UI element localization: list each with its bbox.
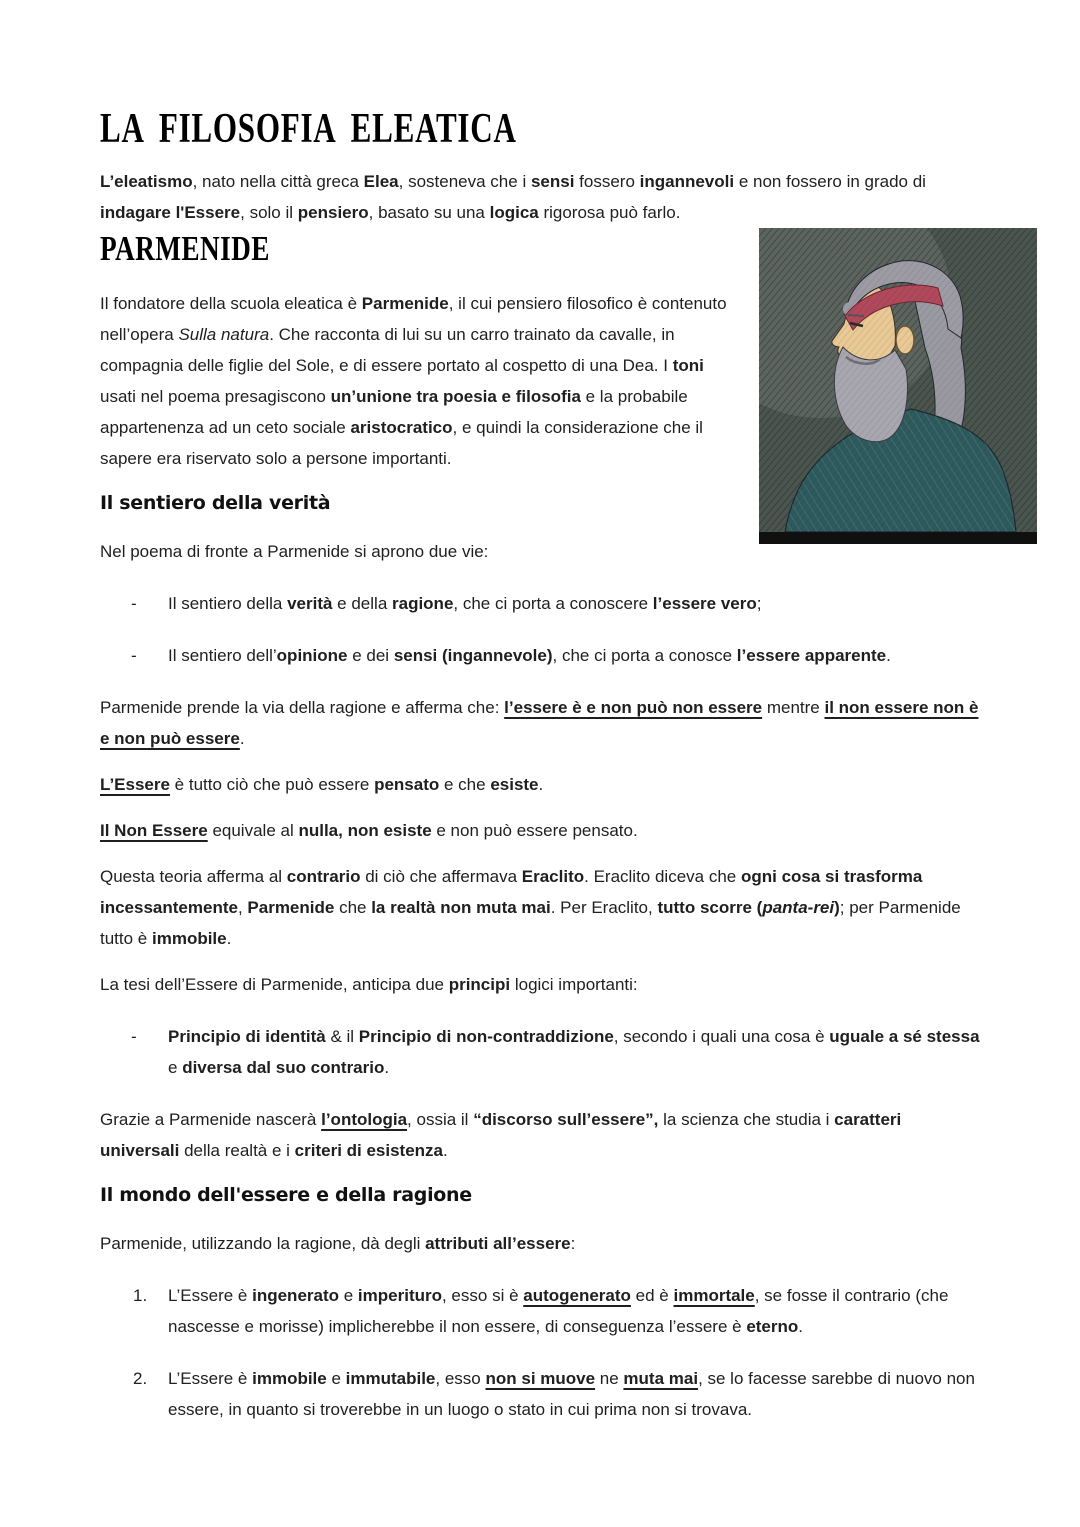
attributi-list bbox=[100, 1280, 980, 1425]
principi-list bbox=[100, 1021, 980, 1083]
list-item-sentiero-opinione bbox=[100, 640, 980, 671]
ontologia-paragraph: Grazie a Parmenide nascerà l’ontologia, ossia il “discorso sull’essere”, la scienza che studia i caratteri universali della realtà e i criteri di esistenza. bbox=[100, 1110, 902, 1160]
attributi-intro-paragraph: Parmenide, utilizzando la ragione, dà degli attributi all’essere: bbox=[100, 1234, 576, 1253]
tesi-paragraph: La tesi dell’Essere di Parmenide, anticipa due principi logici importanti: bbox=[100, 975, 638, 994]
engraving-texture-overlay bbox=[759, 228, 1037, 532]
parmenide-portrait-image bbox=[759, 228, 1037, 544]
essere-definition-paragraph: L’Essere è tutto ciò che può essere pensato e che esiste. bbox=[100, 775, 544, 794]
dash-marker: - bbox=[131, 594, 137, 613]
list-item-text: Principio di identità & il Principio di non-contraddizione, secondo i quali una cosa è uguale a sé stessa e diversa dal suo contrario. bbox=[168, 1027, 980, 1077]
list-item-text: Il sentiero della verità e della ragione, che ci porta a conoscere l’essere vero; bbox=[168, 594, 762, 613]
list-item-sentiero-verita bbox=[100, 588, 980, 619]
list-item-text: L’Essere è immobile e immutabile, esso non si muove ne muta mai, se lo facesse sarebbe di nuovo non essere, in quanto si troverebbe in un luogo o stato in cui prima non si trovava. bbox=[168, 1369, 975, 1419]
number-marker: 2. bbox=[133, 1369, 148, 1388]
dash-marker: - bbox=[131, 646, 137, 665]
non-essere-definition-paragraph: Il Non Essere equivale al nulla, non esiste e non può essere pensato. bbox=[100, 821, 638, 840]
afferma-paragraph: Parmenide prende la via della ragione e afferma che: l’essere è e non può non essere mentre il non essere non è e non può essere. bbox=[100, 698, 979, 748]
due-vie-list bbox=[100, 588, 980, 671]
subsection-title-sentiero-della-verita: Il sentiero della verità bbox=[100, 492, 331, 514]
list-item-attributo-2 bbox=[100, 1363, 980, 1425]
parmenide-bio-paragraph: Il fondatore della scuola eleatica è Parmenide, il cui pensiero filosofico è contenuto nell’opera Sulla natura. Che racconta di lui su un carro trainato da cavalle, in compagnia delle figlie del Sole, e di essere portato al cospetto di una Dea. I toni usati nel poema presagiscono un’unione tra poesia e filosofia e la probabile appartenenza ad un ceto sociale aristocratico, e quindi la considerazione che il sapere era riservato solo a persone importanti. bbox=[100, 294, 727, 468]
section-title-parmenide: PARMENIDE bbox=[100, 229, 270, 268]
list-item-text: Il sentiero dell’opinione e dei sensi (ingannevole), che ci porta a conosce l’essere apparente. bbox=[168, 646, 891, 665]
intro-paragraph: L’eleatismo, nato nella città greca Elea, sosteneva che i sensi fossero ingannevoli e non fossero in grado di indagare l'Essere, solo il pensiero, basato su una logica rigorosa può farlo. bbox=[100, 172, 926, 222]
dash-marker: - bbox=[131, 1027, 137, 1046]
image-bottom-bar bbox=[759, 532, 1037, 544]
due-vie-paragraph: Nel poema di fronte a Parmenide si aprono due vie: bbox=[100, 542, 489, 561]
list-item-text: L’Essere è ingenerato e imperituro, esso si è autogenerato ed è immortale, se fosse il contrario (che nascesse e morisse) implicherebbe il non essere, di conseguenza l’essere è eterno. bbox=[168, 1286, 949, 1336]
number-marker: 1. bbox=[133, 1286, 148, 1305]
list-item-principi bbox=[100, 1021, 980, 1083]
eraclito-paragraph: Questa teoria afferma al contrario di ciò che affermava Eraclito. Eraclito diceva che ogni cosa si trasforma incessantemente, Parmenide che la realtà non muta mai. Per Eraclito, tutto scorre (panta-rei); per Parmenide tutto è immobile. bbox=[100, 867, 961, 948]
list-item-attributo-1 bbox=[100, 1280, 980, 1342]
page-title: LA FILOSOFIA ELEATICA bbox=[100, 106, 517, 152]
subsection-title-mondo-essere-ragione: Il mondo dell'essere e della ragione bbox=[100, 1184, 472, 1206]
parmenide-engraving bbox=[759, 228, 1037, 544]
